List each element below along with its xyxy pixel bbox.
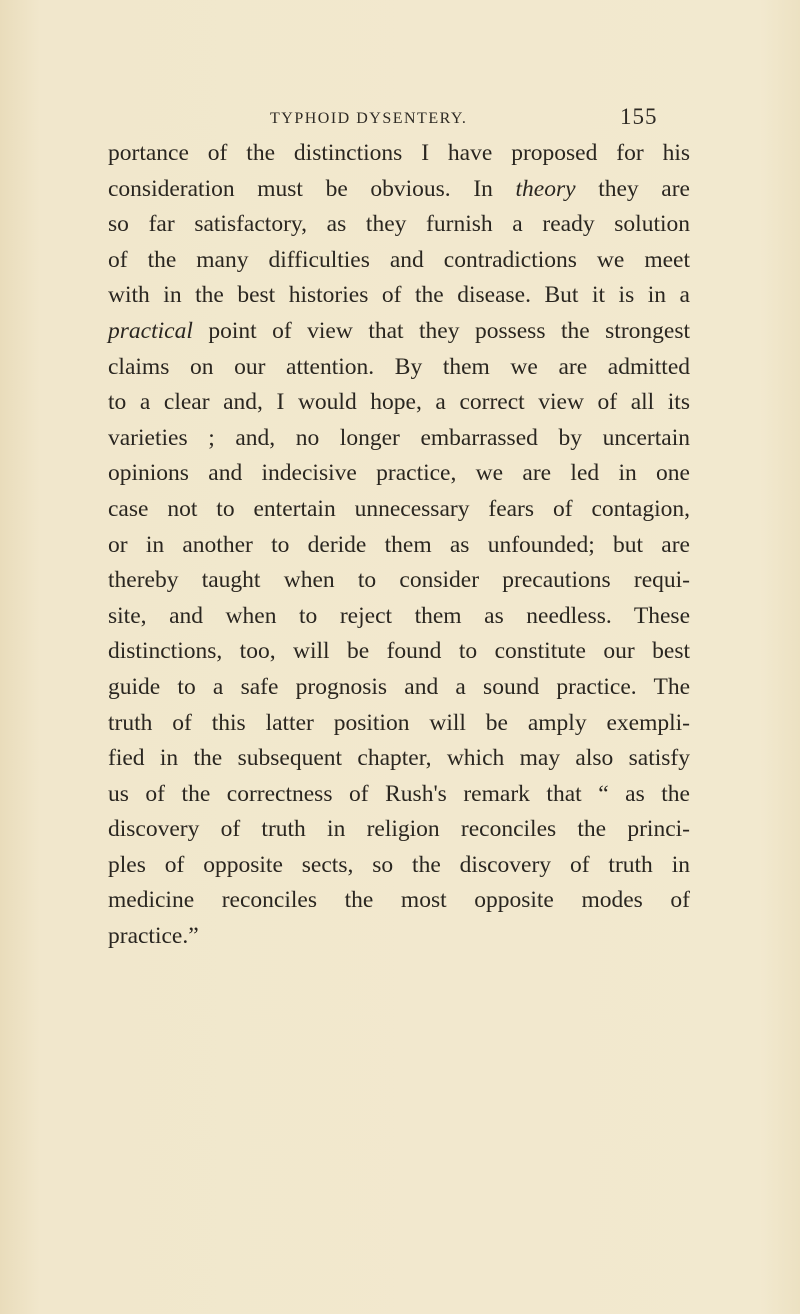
text-line: claims on our attention. By them we are admitted <box>108 353 690 380</box>
text-segment: point of view that they possess the strongest <box>192 317 690 344</box>
text-line: with in the best histories of the disease. But it is in a <box>108 282 690 309</box>
text-line: truth of this latter position will be amply exempli- <box>108 709 690 736</box>
text-line: practice.” <box>108 923 199 950</box>
text-segment: they are <box>575 175 690 202</box>
text-line: us of the correctness of Rush's remark that “ as the <box>108 780 690 807</box>
text-segment: consideration must be obvious. In <box>108 175 516 202</box>
text-line: distinctions, too, will be found to constitute our best <box>108 638 690 665</box>
text-line: site, and when to reject them as needless. These <box>108 602 690 629</box>
text-line: guide to a safe prognosis and a sound practice. The <box>108 673 690 700</box>
text-line: so far satisfactory, as they furnish a ready solution <box>108 211 690 238</box>
running-head <box>0 104 800 134</box>
text-line <box>108 314 690 350</box>
text-line: or in another to deride them as unfounded; but are <box>108 531 690 558</box>
italic-word: theory <box>515 175 576 202</box>
text-line: fied in the subsequent chapter, which may also satisfy <box>108 745 690 772</box>
italic-word: practical <box>108 317 193 344</box>
text-line <box>108 172 690 208</box>
text-line: of the many difficulties and contradictions we meet <box>108 246 690 273</box>
text-line: medicine reconciles the most opposite modes of <box>108 887 690 914</box>
text-line: case not to entertain unnecessary fears of contagion, <box>108 495 690 522</box>
page-number: 155 <box>620 104 658 129</box>
text-line: thereby taught when to consider precautions requi- <box>108 567 690 594</box>
text-line: portance of the distinctions I have proposed for his <box>108 140 690 166</box>
running-title: TYPHOID DYSENTERY. <box>270 110 468 127</box>
text-line: to a clear and, I would hope, a correct view of all its <box>108 389 690 416</box>
text-line: opinions and indecisive practice, we are led in one <box>108 460 690 487</box>
text-line: ples of opposite sects, so the discovery of truth in <box>108 851 690 878</box>
text-line: discovery of truth in religion reconciles the princi- <box>108 816 690 843</box>
text-line: varieties ; and, no longer embarrassed by uncertain <box>108 424 690 451</box>
body-paragraph <box>108 136 690 955</box>
